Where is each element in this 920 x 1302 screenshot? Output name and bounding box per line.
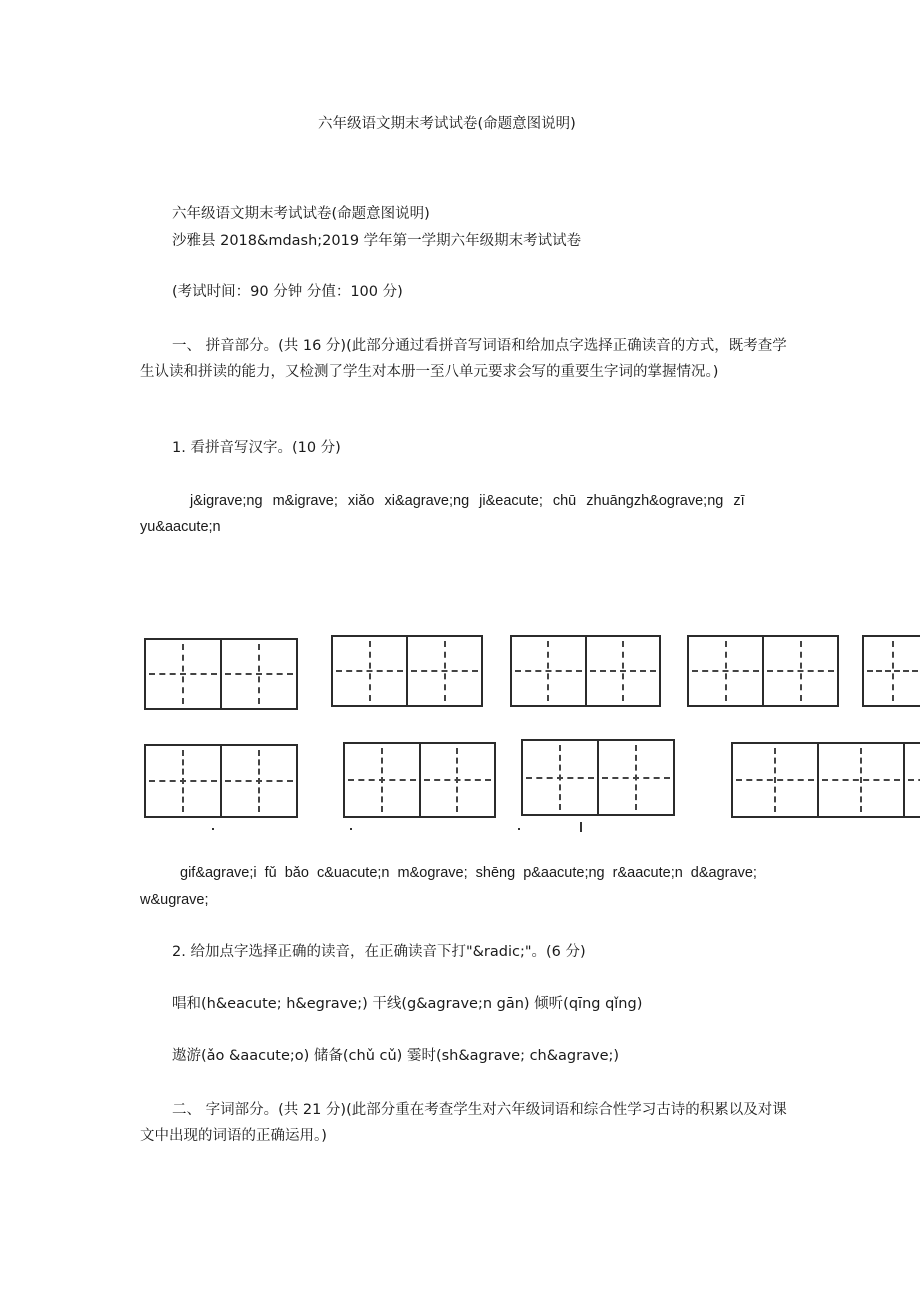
exam-info: (考试时间：90 分钟 分值：100 分) xyxy=(172,284,403,300)
scan-mark xyxy=(580,822,582,832)
pinyin-row-1-wrap: yu&aacute;n xyxy=(140,519,221,535)
section-one-intro: 一、 拼音部分。(共 16 分)(此部分通过看拼音写词语和给加点字选择正确读音的方式，既考查学生认读和拼读的能力，又检测了学生对本册一至八单元要求会写的重要生字词的掌握情况。) xyxy=(140,338,787,380)
writing-grid-3[interactable] xyxy=(510,635,661,707)
writing-grid-4[interactable] xyxy=(687,635,839,707)
school-line: 沙雅县 2018&mdash;2019 学年第一学期六年级期末考试试卷 xyxy=(172,233,582,249)
scan-mark xyxy=(350,828,352,830)
pinyin-row-2: gif&agrave;i fǔ bǎo c&uacute;n m&ograve; shēng p&aacute;ng r&aacute;n d&agrave; xyxy=(180,865,757,881)
writing-grid-7[interactable] xyxy=(343,742,496,818)
document-subtitle: 六年级语文期末考试试卷(命题意图说明) xyxy=(172,206,430,222)
writing-grid-8[interactable] xyxy=(521,739,675,816)
writing-grid-2[interactable] xyxy=(331,635,483,707)
question-two-line-1: 唱和(h&eacute; h&egrave;) 干线(g&agrave;n gān) 倾听(qīng qǐng) xyxy=(172,996,643,1012)
question-two-line-2: 遨游(ǎo &aacute;o) 储备(chǔ cǔ) 霎时(sh&agrave; ch&agrave;) xyxy=(172,1048,620,1064)
scan-mark xyxy=(518,828,520,830)
question-two-title: 2. 给加点字选择正确的读音，在正确读音下打"&radic;"。(6 分) xyxy=(172,944,586,960)
section-two-intro: 二、 字词部分。(共 21 分)(此部分重在考查学生对六年级词语和综合性学习古诗的积累以及对课文中出现的词语的正确运用。) xyxy=(140,1102,787,1144)
pinyin-row-2-wrap: w&ugrave; xyxy=(140,892,209,908)
writing-grid-6[interactable] xyxy=(144,744,298,818)
writing-grid-5[interactable] xyxy=(862,635,920,707)
pinyin-row-1: j&igrave;ng m&igrave; xiǎo xi&agrave;ng ji&eacute; chū zhuāngzh&ograve;ng zī xyxy=(190,493,745,509)
question-one-title: 1. 看拼音写汉字。(10 分) xyxy=(172,440,341,456)
writing-grid-9[interactable] xyxy=(731,742,920,818)
scan-mark xyxy=(212,828,214,830)
document-title: 六年级语文期末考试试卷(命题意图说明) xyxy=(318,116,576,132)
writing-grid-1[interactable] xyxy=(144,638,298,710)
